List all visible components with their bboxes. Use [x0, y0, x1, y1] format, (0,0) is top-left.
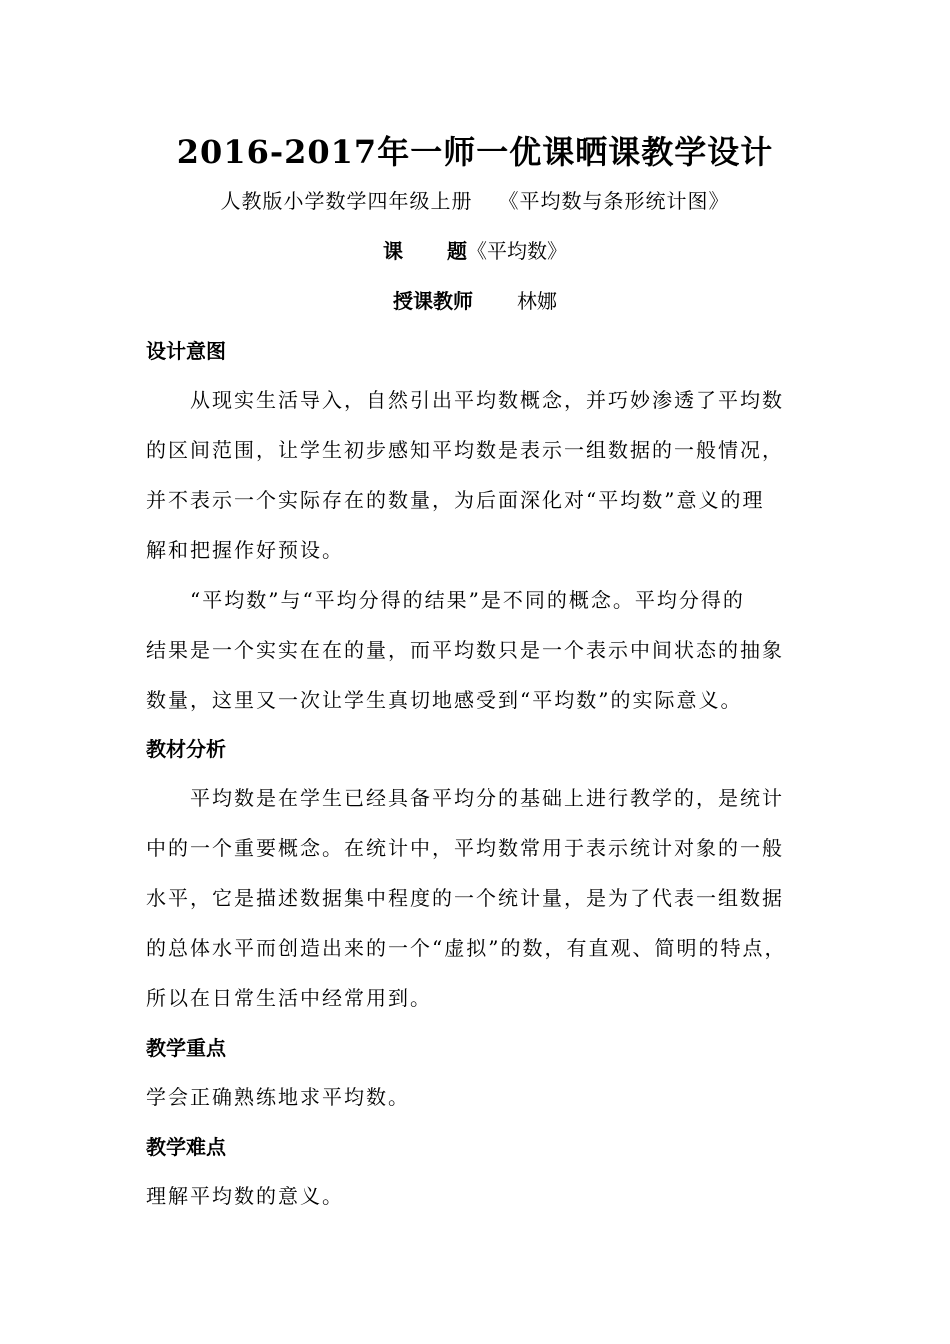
- heading-material-analysis: 教材分析: [146, 737, 226, 761]
- paragraph-material-analysis: [146, 773, 806, 1023]
- topic-label-b: 题: [447, 239, 467, 263]
- text-line: 的区间范围，让学生初步感知平均数是表示一组数据的一般情况，: [146, 438, 784, 462]
- heading-difficulty: 教学难点: [146, 1135, 226, 1159]
- document-subtitle: [0, 186, 950, 216]
- topic-line: [0, 236, 950, 266]
- topic-label-a: 课: [383, 239, 403, 263]
- text-line: 的总体水平而创造出来的一个“虚拟”的数，有直观、简明的特点，: [146, 936, 787, 960]
- document-title: 2016-2017年一师一优课晒课教学设计: [176, 133, 774, 171]
- text-line: 学会正确熟练地求平均数。: [146, 1085, 410, 1109]
- paragraph-design-intent-1: [146, 375, 806, 575]
- text-line: 从现实生活导入，自然引出平均数概念，并巧妙渗透了平均数: [190, 388, 784, 412]
- heading-key-point: 教学重点: [146, 1036, 226, 1060]
- text-line: 中的一个重要概念。在统计中，平均数常用于表示统计对象的一般: [146, 836, 784, 860]
- paragraph-design-intent-2: [146, 575, 806, 725]
- text-line: 并不表示一个实际存在的数量，为后面深化对“平均数”意义的理: [146, 488, 765, 512]
- text-line: 解和把握作好预设。: [146, 538, 344, 562]
- topic-value: 《平均数》: [467, 239, 567, 263]
- paragraph-difficulty: [146, 1171, 806, 1221]
- text-line: “平均数”与“平均分得的结果”是不同的概念。平均分得的: [190, 588, 745, 612]
- teacher-name: 林娜: [517, 289, 557, 313]
- text-line: 水平，它是描述数据集中程度的一个统计量，是为了代表一组数据: [146, 886, 784, 910]
- text-line: 理解平均数的意义。: [146, 1184, 344, 1208]
- text-line: 结果是一个实实在在的量，而平均数只是一个表示中间状态的抽象: [146, 638, 784, 662]
- teacher-label: 授课教师: [393, 289, 473, 313]
- text-line: 平均数是在学生已经具备平均分的基础上进行教学的，是统计: [190, 786, 784, 810]
- text-line: 数量，这里又一次让学生真切地感受到“平均数”的实际意义。: [146, 688, 743, 712]
- paragraph-key-point: [146, 1072, 806, 1122]
- heading-design-intent: 设计意图: [146, 339, 226, 363]
- subtitle-textbook: 人教版小学数学四年级上册: [220, 189, 473, 213]
- text-line: 所以在日常生活中经常用到。: [146, 986, 432, 1010]
- teacher-line: [0, 286, 950, 316]
- subtitle-unit: 《平均数与条形统计图》: [498, 189, 730, 213]
